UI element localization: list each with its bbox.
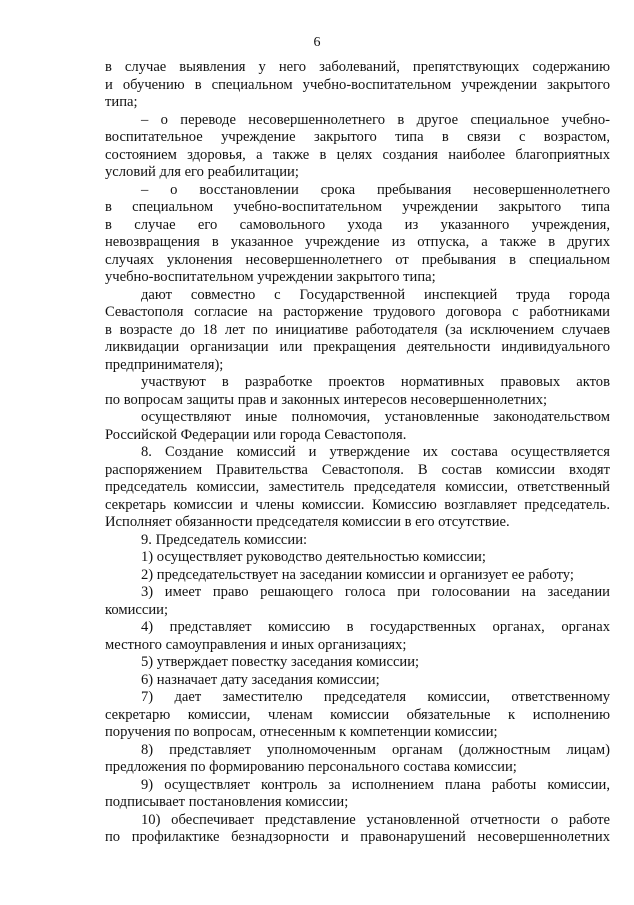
text-line: 3) имеет право решающего голоса при голосовании на заседании <box>141 584 610 600</box>
text-line: невозвращения в указанное учреждение из отпуска, а также в других <box>105 234 610 250</box>
text-line: распоряжением Правительства Севастополя. В состав комиссии входят <box>105 461 610 478</box>
text-line: и обучению в специальном учебно-воспитательном учреждении закрытого <box>105 76 610 93</box>
text-line: 7) дает заместителю председателя комиссии, ответственному <box>141 689 610 705</box>
text-line: подписывает постановления комиссии; <box>105 794 349 810</box>
text-line: – о переводе несовершеннолетнего в другое специальное учебно- <box>141 111 610 128</box>
text-line: условий для его реабилитации; <box>105 164 299 180</box>
text-line: дают совместно с Государственной инспекцией труда города <box>141 286 610 303</box>
text-line: комиссии; <box>105 601 169 618</box>
text-line: 9. Председатель комиссии: <box>141 531 308 548</box>
text-line: воспитательное учреждение закрытого типа в связи с возрастом, <box>105 129 610 145</box>
text-line: 1) осуществляет руководство деятельностью комиссии; <box>141 549 486 565</box>
text-line: в случае его самовольного ухода из указанного учреждения, <box>105 216 610 233</box>
text-line: учебно-воспитательном учреждении закрытого типа; <box>105 269 436 285</box>
text-line: осуществляют иные полномочия, установленные законодательством <box>141 409 610 425</box>
text-line: поручения по вопросам, отнесенным к компетенции комиссии; <box>105 724 498 740</box>
text-line: Исполняет обязанности председателя комиссии в его отсутствие. <box>105 514 510 530</box>
text-line: участвуют в разработке проектов нормативных правовых актов <box>141 374 610 390</box>
text-line: ликвидации организации или прекращения деятельности индивидуального <box>105 339 610 355</box>
text-line: предпринимателя); <box>105 356 224 373</box>
text-line: 2) председательствует на заседании комиссии и организует ее работу; <box>141 566 574 583</box>
text-line: секретарь комиссии и члены комиссии. Комиссию возглавляет председатель. <box>105 496 610 513</box>
text-line: в возрасте до 18 лет по инициативе работодателя (за исключением случаев <box>105 321 610 338</box>
text-line: 4) представляет комиссию в государственных органах, органах <box>141 619 610 635</box>
text-line: 8) представляет уполномоченным органам (должностным лицам) <box>141 741 610 758</box>
text-line: председатель комиссии, заместитель председателя комиссии, ответственный <box>105 479 610 495</box>
text-line: секретарю комиссии, членам комиссии обязательные к исполнению <box>105 706 610 723</box>
text-line: предложения по формированию персонального состава комиссии; <box>105 759 517 775</box>
text-line: типа; <box>105 94 138 110</box>
text-line: Севастополя согласие на расторжение трудового договора с работниками <box>105 304 610 320</box>
text-line: – о восстановлении срока пребывания несовершеннолетнего <box>141 181 610 198</box>
text-line: случаях уклонения несовершеннолетнего от пребывания в специальном <box>105 251 610 268</box>
text-line: 8. Создание комиссий и утверждение их состава осуществляется <box>141 444 610 460</box>
text-line: местного самоуправления и иных организациях; <box>105 636 407 653</box>
text-line: по вопросам защиты прав и законных интересов несовершеннолетних; <box>105 391 548 408</box>
text-line: 5) утверждает повестку заседания комиссии; <box>141 654 420 670</box>
text-line: Российской Федерации или города Севастополя. <box>105 426 407 443</box>
text-line: в случае выявления у него заболеваний, препятствующих содержанию <box>105 59 610 75</box>
text-line: 6) назначает дату заседания комиссии; <box>141 671 380 688</box>
text-line: по профилактике безнадзорности и правонарушений несовершеннолетних <box>105 829 610 845</box>
text-line: 9) осуществляет контроль за исполнением плана работы комиссии, <box>141 776 610 793</box>
text-line: в специальном учебно-воспитательном учреждении закрытого типа <box>105 199 610 215</box>
document-body <box>105 59 610 847</box>
page-number: 6 <box>313 35 321 50</box>
text-line: состоянием здоровья, а также в целях создания наиболее благоприятных <box>105 146 610 163</box>
text-line: 10) обеспечивает представление установленной отчетности о работе <box>141 811 610 828</box>
